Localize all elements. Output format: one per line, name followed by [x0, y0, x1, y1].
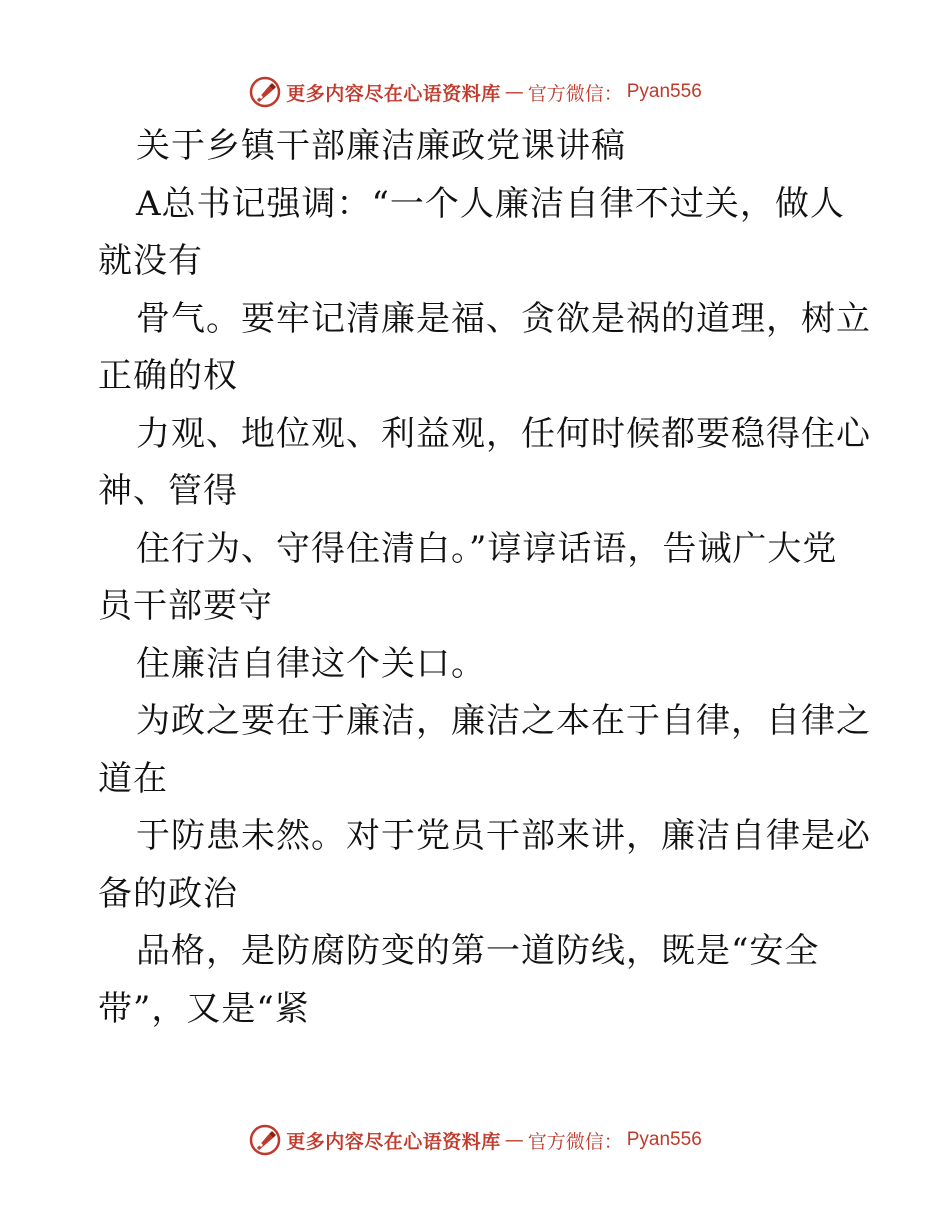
footer-banner-dash: —	[504, 1129, 524, 1151]
document-title: 关于乡镇干部廉洁廉政党课讲稿	[136, 126, 626, 166]
body-line: 道在	[98, 758, 168, 799]
body-line: 正确的权	[98, 356, 238, 396]
body-line: 力观、地位观、利益观，任何时候都要稳得住心	[136, 413, 871, 454]
pen-nib-icon	[248, 75, 282, 109]
body-line: A总书记强调：“一个人廉洁自律不过关，做人	[136, 183, 845, 224]
footer-wechat-id: Pyan556	[626, 1129, 702, 1150]
header-wechat-id: Pyan556	[626, 81, 702, 102]
pen-nib-icon	[248, 1123, 282, 1157]
header-banner-inner	[248, 75, 702, 109]
body-line: 住行为、守得住清白。”谆谆话语，告诫广大党	[136, 528, 838, 569]
body-line: 住廉洁自律这个关口。	[136, 643, 486, 684]
footer-banner-inner	[248, 1123, 702, 1157]
body-line: 员干部要守	[98, 586, 273, 626]
header-banner	[0, 72, 950, 112]
body-line: 品格，是防腐防变的第一道防线，既是“安全	[136, 931, 820, 971]
body-line: 骨气。要牢记清廉是福、贪欲是祸的道理，树立	[136, 298, 871, 339]
footer-wechat-label: 官方微信：	[527, 1130, 623, 1153]
footer-banner-text: 更多内容尽在心语资料库	[286, 1130, 501, 1153]
body-line: 神、管得	[98, 471, 238, 511]
body-line: 为政之要在于廉洁，廉洁之本在于自律，自律之	[136, 701, 871, 741]
document-body	[98, 118, 871, 1038]
body-line: 带”，又是“紧	[98, 988, 310, 1029]
body-line: 备的政治	[98, 873, 238, 914]
body-line: 就没有	[98, 241, 203, 281]
body-line: 于防患未然。对于党员干部来讲，廉洁自律是必	[136, 816, 871, 856]
header-banner-text: 更多内容尽在心语资料库	[286, 82, 501, 105]
header-wechat-label: 官方微信：	[527, 82, 623, 105]
header-banner-dash: —	[504, 81, 524, 103]
footer-banner	[0, 1120, 950, 1160]
